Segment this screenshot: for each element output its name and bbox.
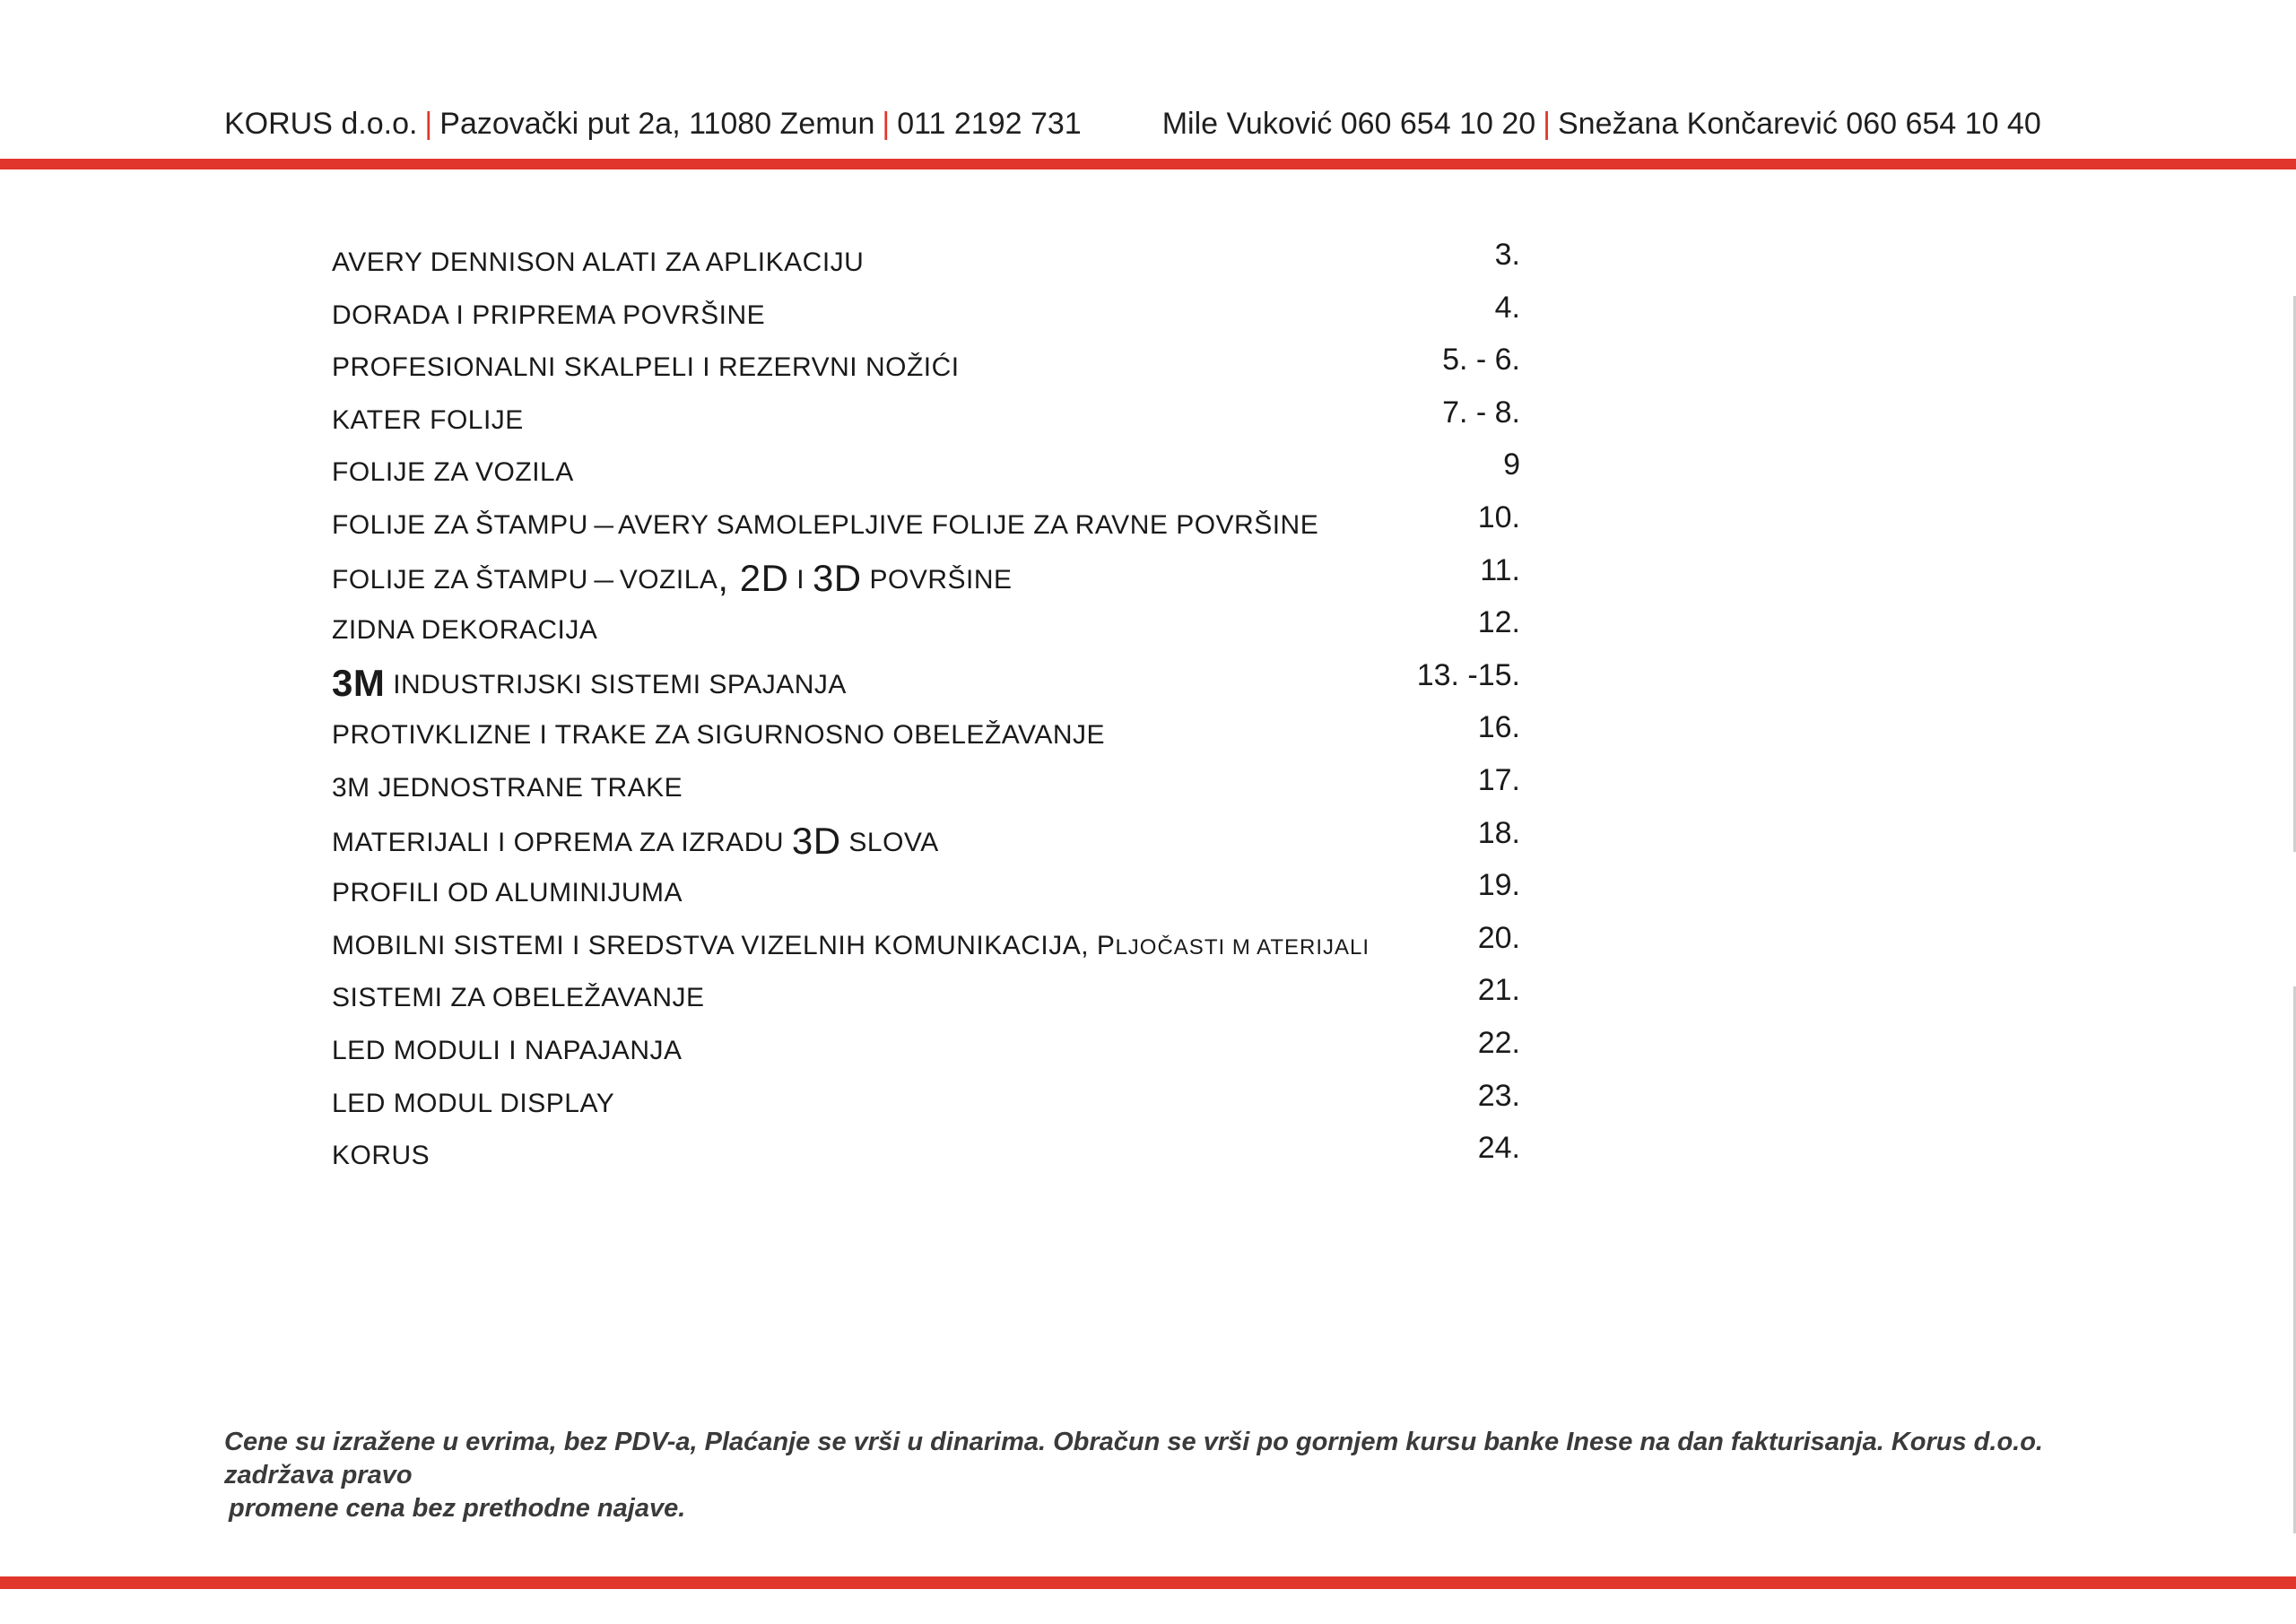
toc-title: AVERY DENNISON ALATI ZA APLIKACIJU bbox=[332, 248, 865, 277]
toc-row[interactable] bbox=[332, 970, 1520, 1023]
dash: – bbox=[594, 564, 614, 595]
toc-row[interactable] bbox=[332, 393, 1520, 446]
dash: – bbox=[594, 509, 614, 540]
toc-row[interactable] bbox=[332, 235, 1520, 288]
toc-title: FOLIJE ZA ŠTAMPU – VOZILA, 2D I 3D POVRŠINE bbox=[332, 556, 1013, 603]
toc-title: 3M JEDNOSTRANE TRAKE bbox=[332, 772, 683, 803]
toc-row[interactable] bbox=[332, 1128, 1520, 1181]
toc-title: ZIDNA DEKORACIJA bbox=[332, 615, 598, 646]
toc-title: MOBILNI SISTEMI I SREDSTVA VIZELNIH KOMUNIKACIJA, PLJOČASTI M ATERIJALI bbox=[332, 930, 1370, 960]
separator: | bbox=[1543, 107, 1551, 141]
company-phone: 011 2192 731 bbox=[897, 107, 1082, 141]
toc-page-number: 4. bbox=[1494, 290, 1520, 325]
toc-row[interactable] bbox=[332, 288, 1520, 341]
table-of-contents bbox=[332, 235, 1520, 1181]
company-name: KORUS d.o.o. bbox=[224, 107, 418, 141]
page-header bbox=[224, 100, 2041, 147]
toc-page-number: 10. bbox=[1477, 499, 1520, 534]
toc-page-number: 24. bbox=[1477, 1131, 1520, 1166]
toc-row[interactable] bbox=[332, 551, 1520, 604]
disclaimer-line-1: Cene su izražene u evrima, bez PDV-a, Plaćanje se vrši u dinarima. Obračun se vrši po gornjem kursu banke Inese na dan fakturisanja. Korus d.o.o. zadržava pravo bbox=[224, 1428, 2043, 1489]
toc-page-number: 9 bbox=[1503, 447, 1520, 482]
toc-title: LED MODULI I NAPAJANJA bbox=[332, 1035, 683, 1065]
toc-page-number: 16. bbox=[1477, 710, 1520, 745]
toc-page-number: 17. bbox=[1477, 762, 1520, 797]
toc-page-number: 22. bbox=[1477, 1025, 1520, 1060]
toc-page-number: 23. bbox=[1477, 1078, 1520, 1113]
toc-title: KATER FOLIJE bbox=[332, 404, 524, 435]
toc-page-number: 21. bbox=[1477, 973, 1520, 1008]
toc-page-number: 13. -15. bbox=[1416, 657, 1520, 692]
toc-title: PROFESIONALNI SKALPELI I REZERVNI NOŽIĆI bbox=[332, 352, 960, 383]
contact-person-1: Mile Vuković 060 654 10 20 bbox=[1161, 107, 1536, 141]
toc-title: KORUS bbox=[332, 1141, 430, 1171]
toc-row[interactable] bbox=[332, 813, 1520, 866]
contact-person-2: Snežana Končarević 060 654 10 40 bbox=[1558, 107, 2041, 141]
toc-page-number: 18. bbox=[1477, 815, 1520, 850]
toc-row[interactable] bbox=[332, 498, 1520, 551]
toc-page-number: 5. - 6. bbox=[1442, 343, 1520, 378]
toc-page-number: 19. bbox=[1477, 868, 1520, 903]
company-address: Pazovački put 2a, 11080 Zemun bbox=[439, 107, 875, 141]
toc-row[interactable] bbox=[332, 918, 1520, 971]
toc-title: MATERIJALI I OPREMA ZA IZRADU 3D SLOVA bbox=[332, 819, 939, 862]
toc-row[interactable] bbox=[332, 760, 1520, 813]
separator: | bbox=[882, 107, 891, 141]
toc-page-number: 7. - 8. bbox=[1442, 395, 1520, 430]
header-rule bbox=[0, 159, 2296, 169]
toc-page-number: 20. bbox=[1477, 920, 1520, 955]
toc-row[interactable] bbox=[332, 708, 1520, 760]
footer-rule bbox=[0, 1576, 2296, 1589]
toc-row[interactable] bbox=[332, 656, 1520, 708]
toc-title: PROTIVKLIZNE I TRAKE ZA SIGURNOSNO OBELEŽAVANJE bbox=[332, 720, 1106, 751]
toc-title: LED MODUL DISPLAY bbox=[332, 1088, 615, 1118]
toc-title: PROFILI OD ALUMINIJUMA bbox=[332, 878, 683, 908]
toc-title: DORADA I PRIPREMA POVRŠINE bbox=[332, 300, 766, 330]
toc-page-number: 11. bbox=[1480, 552, 1520, 587]
toc-page-number: 3. bbox=[1494, 238, 1520, 272]
toc-row[interactable] bbox=[332, 340, 1520, 393]
toc-title: FOLIJE ZA VOZILA bbox=[332, 457, 574, 488]
toc-row[interactable] bbox=[332, 445, 1520, 498]
toc-title: FOLIJE ZA ŠTAMPU – AVERY SAMOLEPLJIVE FOLIJE ZA RAVNE POVRŠINE bbox=[332, 503, 1318, 548]
toc-row[interactable] bbox=[332, 865, 1520, 918]
toc-title: 3M INDUSTRIJSKI SISTEMI SPAJANJA bbox=[332, 661, 847, 704]
toc-row[interactable] bbox=[332, 603, 1520, 656]
disclaimer-line-2: promene cena bez prethodne najave. bbox=[229, 1494, 686, 1523]
toc-row[interactable] bbox=[332, 1076, 1520, 1129]
price-disclaimer bbox=[224, 1426, 2144, 1525]
toc-row[interactable] bbox=[332, 1023, 1520, 1076]
toc-title: SISTEMI ZA OBELEŽAVANJE bbox=[332, 983, 705, 1013]
toc-page-number: 12. bbox=[1477, 605, 1520, 640]
separator: | bbox=[424, 107, 433, 141]
